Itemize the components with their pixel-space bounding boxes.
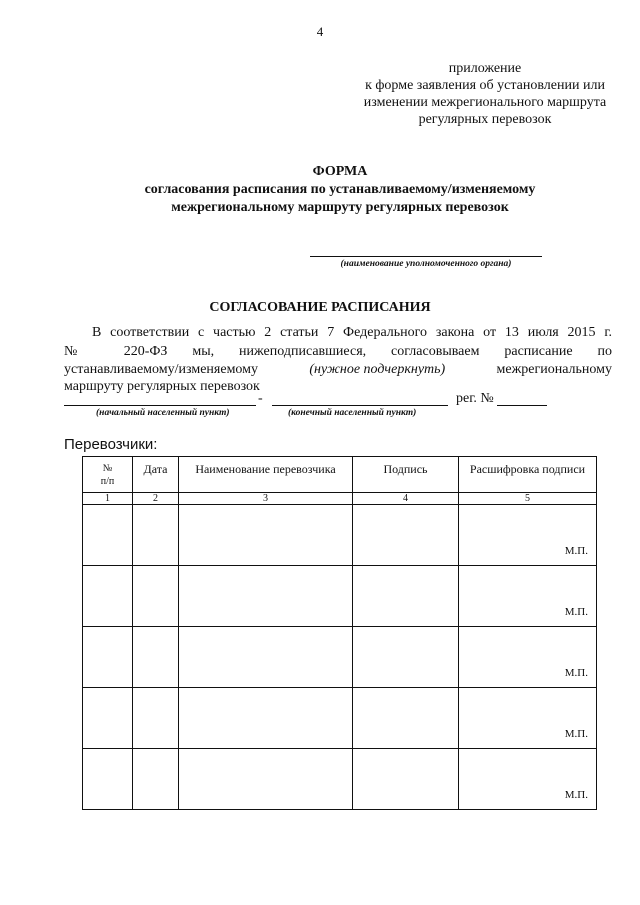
reg-number-label: рег. № xyxy=(456,391,494,406)
body-line-3 xyxy=(64,361,612,378)
cell-number[interactable] xyxy=(83,749,133,810)
appendix-line: изменении межрегионального маршрута xyxy=(363,95,607,110)
stamp-mark: М.П. xyxy=(564,789,588,801)
cell-date[interactable] xyxy=(133,505,179,566)
cell-number[interactable] xyxy=(83,566,133,627)
cell-signature[interactable] xyxy=(353,505,459,566)
cell-signature[interactable] xyxy=(353,749,459,810)
cell-signature-transcript[interactable] xyxy=(459,627,597,688)
cell-carrier-name[interactable] xyxy=(179,566,353,627)
appendix-line: к форме заявления об установлении или xyxy=(365,78,605,93)
cell-signature[interactable] xyxy=(353,566,459,627)
authority-name-field[interactable] xyxy=(310,256,542,257)
header-date: Дата xyxy=(133,457,179,493)
appendix-line: регулярных перевозок xyxy=(418,112,552,127)
column-number: 1 xyxy=(83,493,133,505)
column-number: 3 xyxy=(179,493,353,505)
body-line-3-part: устанавливаемому/изменяемому xyxy=(64,362,259,377)
route-dash: - xyxy=(258,391,263,406)
authority-caption: (наименование уполномоченного органа) xyxy=(340,259,512,269)
table-row xyxy=(83,749,597,810)
cell-number[interactable] xyxy=(83,505,133,566)
page-number: 4 xyxy=(316,24,324,39)
cell-date[interactable] xyxy=(133,566,179,627)
header-number: № п/п xyxy=(83,457,133,493)
stamp-mark: М.П. xyxy=(564,606,588,618)
body-line-3-note: (нужное подчеркнуть) xyxy=(309,362,446,377)
cell-carrier-name[interactable] xyxy=(179,688,353,749)
carriers-table xyxy=(82,456,597,810)
body-line-3-part: межрегиональному xyxy=(496,362,612,377)
stamp-mark: М.П. xyxy=(564,545,588,557)
header-signature-transcript: Расшифровка подписи xyxy=(459,457,597,493)
form-title xyxy=(60,163,620,217)
cell-signature-transcript[interactable] xyxy=(459,566,597,627)
cell-signature-transcript[interactable] xyxy=(459,749,597,810)
appendix-line: приложение xyxy=(448,61,522,76)
cell-signature[interactable] xyxy=(353,627,459,688)
stamp-mark: М.П. xyxy=(564,667,588,679)
approval-heading: СОГЛАСОВАНИЕ РАСПИСАНИЯ xyxy=(209,300,431,315)
body-line-4: маршруту регулярных перевозок xyxy=(64,379,260,394)
column-number: 4 xyxy=(353,493,459,505)
cell-number[interactable] xyxy=(83,688,133,749)
table-header-row xyxy=(83,457,597,493)
table-row xyxy=(83,688,597,749)
table-row xyxy=(83,505,597,566)
column-number: 2 xyxy=(133,493,179,505)
reg-number-field[interactable] xyxy=(497,405,547,406)
end-point-caption: (конечный населенный пункт) xyxy=(288,408,417,418)
start-point-caption: (начальный населенный пункт) xyxy=(96,408,230,418)
table-row xyxy=(83,627,597,688)
cell-date[interactable] xyxy=(133,688,179,749)
cell-carrier-name[interactable] xyxy=(179,627,353,688)
stamp-mark: М.П. xyxy=(564,728,588,740)
header-carrier-name: Наименование перевозчика xyxy=(179,457,353,493)
cell-carrier-name[interactable] xyxy=(179,505,353,566)
start-point-field[interactable] xyxy=(64,405,256,406)
cell-signature-transcript[interactable] xyxy=(459,505,597,566)
cell-number[interactable] xyxy=(83,627,133,688)
column-number-row xyxy=(83,493,597,505)
end-point-field[interactable] xyxy=(272,405,448,406)
cell-date[interactable] xyxy=(133,749,179,810)
cell-signature[interactable] xyxy=(353,688,459,749)
table-row xyxy=(83,566,597,627)
appendix-note xyxy=(330,60,640,128)
cell-date[interactable] xyxy=(133,627,179,688)
body-line-1: В соответствии с частью 2 статьи 7 Федерального закона от 13 июля 2015 г. xyxy=(92,325,612,340)
form-title-line: ФОРМА xyxy=(312,164,368,179)
cell-carrier-name[interactable] xyxy=(179,749,353,810)
body-line-2: № 220-ФЗ мы, нижеподписавшиеся, согласовываем расписание по xyxy=(64,344,612,359)
header-signature: Подпись xyxy=(353,457,459,493)
column-number: 5 xyxy=(459,493,597,505)
carriers-label: Перевозчики: xyxy=(64,436,158,453)
form-title-line: согласования расписания по устанавливаемому/изменяемому xyxy=(144,182,536,197)
cell-signature-transcript[interactable] xyxy=(459,688,597,749)
form-title-line: межрегиональному маршруту регулярных перевозок xyxy=(171,200,509,215)
